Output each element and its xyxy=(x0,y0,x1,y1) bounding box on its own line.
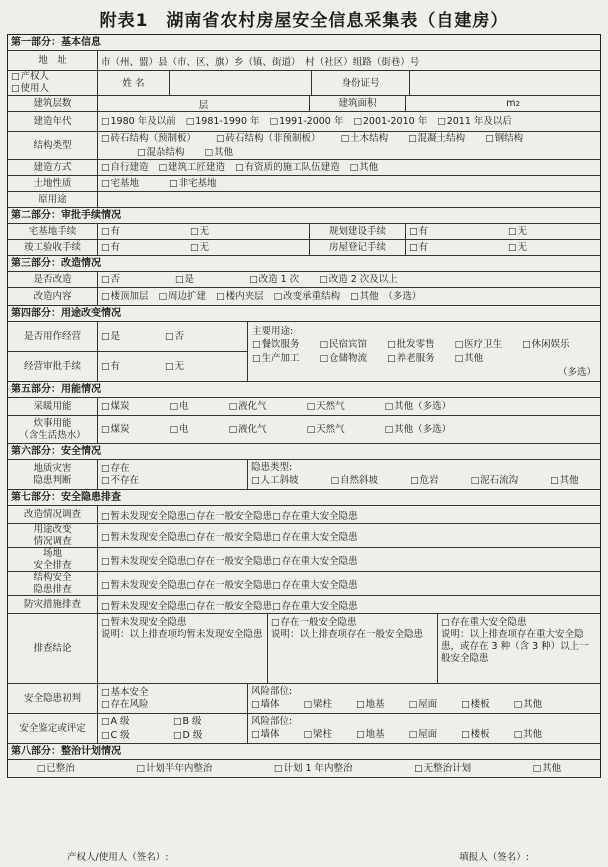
hazard-type-option[interactable]: □ 泥石流沟 xyxy=(471,474,519,488)
conclusion-none-option[interactable]: □ 暂未发现安全隐患 xyxy=(101,617,187,629)
main-use-option[interactable]: □ 其他 xyxy=(455,352,484,366)
geohazard-label-line2: 隐患判断 xyxy=(33,474,72,486)
address-field[interactable]: 市（州、盟）县（市、区、旗）乡（镇、街道） 村（社区）组路（街巷）号 xyxy=(101,56,420,68)
land-label: 土地性质 xyxy=(8,176,98,191)
original-use-label: 原用途 xyxy=(8,192,98,207)
hazard-type-block xyxy=(248,460,600,489)
name-field[interactable] xyxy=(170,71,312,95)
conclusion-major-option[interactable]: □ 存在重大安全隐患 xyxy=(441,617,527,629)
conclusion-major-desc: 说明：以上排查项存在重大安全隐患，或存在 3 种（含 3 种）以上一般安全隐患 xyxy=(441,629,589,664)
judge-risk-option[interactable]: □ 楼板 xyxy=(461,698,490,712)
original-use-field[interactable] xyxy=(98,192,600,207)
form-title: 附表1 湖南省农村房屋安全信息采集表（自建房） xyxy=(99,11,509,31)
inspection-option-major[interactable]: □ 存在重大安全隐患 xyxy=(272,529,358,543)
grade-option[interactable]: □ A 级 xyxy=(101,715,163,729)
renovated-option[interactable]: □ 改造 2 次及以上 xyxy=(319,273,398,287)
renovated-option[interactable]: □ 改造 1 次 xyxy=(249,273,299,287)
grade-option[interactable]: □ B 级 xyxy=(173,715,202,729)
inspection-option-major[interactable]: □ 存在重大安全隐患 xyxy=(272,577,358,591)
conclusion-label: 排查结论 xyxy=(8,614,98,683)
homestead-yes[interactable]: □ 有 xyxy=(101,225,120,239)
land-option[interactable]: □ 非宅基地 xyxy=(169,177,217,191)
rectification-option[interactable]: □ 计划半年内整治 xyxy=(136,762,212,776)
owner-row xyxy=(8,71,600,96)
floors-label: 建筑层数 xyxy=(8,96,98,111)
heating-label: 采暖用能 xyxy=(8,398,98,415)
id-field[interactable] xyxy=(410,71,600,95)
heating-option[interactable]: □ 液化气 xyxy=(229,400,267,414)
inspection-label-line1: 结构安全 xyxy=(33,572,72,583)
structure-option[interactable]: □ 混杂结构 xyxy=(137,146,185,160)
rectification-option[interactable]: □ 无整治计划 xyxy=(414,762,471,776)
cooking-label xyxy=(8,416,98,443)
build-method-option[interactable]: □ 建筑工匠建造 xyxy=(159,161,226,175)
inspection-label-line1: 场地 xyxy=(42,548,62,559)
inspection-label: 防灾措施排查 xyxy=(8,596,98,613)
inspection-option-none[interactable]: □ 暂未发现安全隐患 xyxy=(101,553,187,567)
planning-yes[interactable]: □ 有 xyxy=(409,225,428,239)
conclusion-general-option[interactable]: □ 存在一般安全隐患 xyxy=(271,617,357,629)
business-approval-row xyxy=(8,352,247,381)
approval-row-1 xyxy=(8,224,600,240)
judge-risk-title: 风险部位: xyxy=(251,685,293,697)
heating-option[interactable]: □ 煤炭 xyxy=(101,400,130,414)
section-1-header: 第一部分：基本信息 xyxy=(8,35,600,51)
business-approval-options xyxy=(98,352,247,381)
geohazard-exist[interactable]: □ 存在 xyxy=(101,463,130,475)
business-options xyxy=(98,322,247,351)
completion-no[interactable]: □ 无 xyxy=(190,241,209,255)
main-use-option[interactable]: □ 生产加工 xyxy=(252,352,300,366)
renovation-content-row xyxy=(8,288,600,306)
appraisal-risk-option[interactable]: □ 屋面 xyxy=(409,728,438,742)
inspection-row xyxy=(8,506,600,524)
main-use-block xyxy=(248,322,600,381)
approval-row-2 xyxy=(8,240,600,256)
build-method-options xyxy=(98,160,600,175)
section-7-header: 第七部分：安全隐患排查 xyxy=(8,490,600,506)
structure-option[interactable]: □ 混凝土结构 xyxy=(408,132,465,146)
heating-option[interactable]: □ 天然气 xyxy=(307,400,345,414)
land-option[interactable]: □ 宅基地 xyxy=(101,177,139,191)
inspection-option-general[interactable]: □ 存在一般安全隐患 xyxy=(187,553,273,567)
main-use-option[interactable]: □ 养老服务 xyxy=(387,352,435,366)
land-row xyxy=(8,176,600,192)
structure-row xyxy=(8,132,600,160)
build-method-option[interactable]: □ 有资质的施工队伍建造 xyxy=(235,161,340,175)
judge-risk-option[interactable]: □ 其他 xyxy=(514,698,543,712)
cooking-row xyxy=(8,416,600,444)
cooking-label-line1: 炊事用能 xyxy=(33,417,72,429)
cooking-option[interactable]: □ 煤炭 xyxy=(101,423,130,437)
completion-yes[interactable]: □ 有 xyxy=(101,241,120,255)
geohazard-options xyxy=(98,460,248,489)
renovated-option[interactable]: □ 是 xyxy=(175,273,194,287)
structure-option[interactable]: □ 土木结构 xyxy=(341,132,389,146)
area-unit: m xyxy=(506,98,516,109)
rectification-row xyxy=(8,760,600,778)
judge-option[interactable]: □ 存在风险 xyxy=(101,699,149,711)
inspection-options xyxy=(98,506,600,523)
floors-field[interactable] xyxy=(98,96,310,111)
inspection-label xyxy=(8,572,98,595)
year-option[interactable]: □ 1981-1990 年 xyxy=(186,115,260,129)
address-row xyxy=(8,51,600,71)
rectification-options xyxy=(8,760,600,777)
owner-signature-label[interactable]: 产权人/使用人（签名）: xyxy=(67,852,169,863)
inspection-options xyxy=(98,548,600,571)
conclusion-general-cell xyxy=(268,614,438,683)
hazard-type-option[interactable]: □ 自然斜坡 xyxy=(331,474,379,488)
hazard-type-title: 隐患类型: xyxy=(251,461,293,473)
structure-option[interactable]: □ 砖石结构（预制板） xyxy=(101,132,196,146)
initial-judge-row xyxy=(8,684,600,714)
appraisal-risk-option[interactable]: □ 地基 xyxy=(356,728,385,742)
inspection-label-line2: 隐患排查 xyxy=(33,583,72,595)
cooking-option[interactable]: □ 电 xyxy=(170,423,189,437)
inspection-option-major[interactable]: □ 存在重大安全隐患 xyxy=(272,598,358,612)
inspection-option-major[interactable]: □ 存在重大安全隐患 xyxy=(272,553,358,567)
hazard-type-option[interactable]: □ 危岩 xyxy=(410,474,439,488)
registration-options xyxy=(406,240,600,255)
appraisal-risk-title: 风险部位: xyxy=(251,715,293,727)
appraisal-row xyxy=(8,714,600,744)
year-option[interactable]: □ 1991-2000 年 xyxy=(270,115,344,129)
main-use-title: 主要用途: xyxy=(252,325,294,337)
conclusion-major-cell xyxy=(438,614,600,683)
owner-checkbox[interactable]: □ 产权人 xyxy=(11,71,49,83)
renovation-option[interactable]: □ 楼内夹层 xyxy=(216,290,264,304)
id-label: 身份证号 xyxy=(312,71,410,95)
build-method-option[interactable]: □ 其他 xyxy=(350,161,379,175)
planning-options xyxy=(406,224,600,239)
business-label: 是否用作经营 xyxy=(8,322,98,351)
heating-row xyxy=(8,398,600,416)
year-row xyxy=(8,112,600,132)
inspection-options xyxy=(98,524,600,547)
inspection-option-general[interactable]: □ 存在一般安全隐患 xyxy=(187,577,273,591)
year-option[interactable]: □ 2001-2010 年 xyxy=(353,115,427,129)
area-label: 建筑面积 xyxy=(310,96,406,111)
judge-option[interactable]: □ 基本安全 xyxy=(101,687,149,699)
land-options xyxy=(98,176,600,191)
inspection-row xyxy=(8,572,600,596)
business-no[interactable]: □ 否 xyxy=(165,330,184,344)
filler-signature-label[interactable]: 填报人（签名）: xyxy=(459,852,529,863)
inspection-options xyxy=(98,572,600,595)
initial-judge-label: 安全隐患初判 xyxy=(8,684,98,713)
name-label: 姓 名 xyxy=(98,71,170,95)
inspection-option-none[interactable]: □ 暂未发现安全隐患 xyxy=(101,508,187,522)
structure-option[interactable]: □ 砖石结构（非预制板） xyxy=(216,132,321,146)
heating-option[interactable]: □ 电 xyxy=(170,400,189,414)
renovation-option[interactable]: □ 楼顶加层 xyxy=(101,290,149,304)
inspection-row xyxy=(8,524,600,548)
geohazard-label-line1: 地质灾害 xyxy=(33,462,72,474)
inspection-option-major[interactable]: □ 存在重大安全隐患 xyxy=(272,508,358,522)
inspection-option-general[interactable]: □ 存在一般安全隐患 xyxy=(187,598,273,612)
main-use-option[interactable]: □ 批发零售 xyxy=(387,338,435,352)
main-use-option[interactable]: □ 仓储物流 xyxy=(320,352,368,366)
renovation-option[interactable]: □ 周边扩建 xyxy=(159,290,207,304)
business-approval-no[interactable]: □ 无 xyxy=(165,360,184,374)
appraisal-risk-block xyxy=(248,714,600,743)
planning-label: 规划建设手续 xyxy=(310,224,406,239)
business-yes[interactable]: □ 是 xyxy=(101,330,120,344)
section-5-header: 第五部分：用能情况 xyxy=(8,382,600,398)
cooking-option[interactable]: □ 天然气 xyxy=(307,423,345,437)
appraisal-risk-option[interactable]: □ 楼板 xyxy=(461,728,490,742)
appraisal-grades xyxy=(98,714,248,743)
renovation-content-options xyxy=(98,288,600,305)
appraisal-risk-option[interactable]: □ 墙体 xyxy=(251,728,280,742)
inspection-label-line2: 情况调查 xyxy=(33,535,72,547)
renovated-option[interactable]: □ 否 xyxy=(101,273,120,287)
cooking-option[interactable]: □ 其他（多选） xyxy=(385,423,452,437)
year-label: 建造年代 xyxy=(8,112,98,131)
user-checkbox[interactable]: □ 使用人 xyxy=(11,83,49,95)
grade-option[interactable]: □ C 级 xyxy=(101,729,163,743)
inspection-row xyxy=(8,596,600,614)
hazard-type-option[interactable]: □ 其他 xyxy=(550,474,579,488)
main-use-option[interactable]: □ 休闲娱乐 xyxy=(522,338,570,352)
business-questions xyxy=(8,322,248,381)
renovation-option[interactable]: □ 改变承重结构 xyxy=(274,290,341,304)
survey-form xyxy=(7,34,601,778)
inspection-label xyxy=(8,548,98,571)
judge-risk-option[interactable]: □ 屋面 xyxy=(409,698,438,712)
main-use-multi-note: （多选） xyxy=(557,366,596,378)
judge-risk-option[interactable]: □ 地基 xyxy=(356,698,385,712)
area-field[interactable] xyxy=(406,96,600,111)
build-method-option[interactable]: □ 自行建造 xyxy=(101,161,149,175)
rectification-option[interactable]: □ 计划 1 年内整治 xyxy=(274,762,353,776)
inspection-option-general[interactable]: □ 存在一般安全隐患 xyxy=(187,508,273,522)
section-4-header: 第四部分：用途改变情况 xyxy=(8,306,600,322)
heating-option[interactable]: □ 其他（多选） xyxy=(385,400,452,414)
planning-no[interactable]: □ 无 xyxy=(508,225,527,239)
main-use-option[interactable]: □ 医疗卫生 xyxy=(455,338,503,352)
floors-unit: 层 xyxy=(198,99,209,111)
rectification-option[interactable]: □ 其他 xyxy=(533,762,562,776)
address-label: 地 址 xyxy=(8,51,98,70)
homestead-no[interactable]: □ 无 xyxy=(190,225,209,239)
structure-option[interactable]: □ 其他 xyxy=(205,146,234,160)
appraisal-risk-option[interactable]: □ 梁柱 xyxy=(304,728,333,742)
inspection-option-none[interactable]: □ 暂未发现安全隐患 xyxy=(101,577,187,591)
inspection-row xyxy=(8,548,600,572)
geohazard-label xyxy=(8,460,98,489)
rectification-option[interactable]: □ 已整治 xyxy=(37,762,75,776)
appraisal-risk-option[interactable]: □ 其他 xyxy=(514,728,543,742)
judge-risk-option[interactable]: □ 梁柱 xyxy=(304,698,333,712)
renovation-content-label: 改造内容 xyxy=(8,288,98,305)
homestead-options xyxy=(98,224,310,239)
renovation-option[interactable]: □ 其他 （多选） xyxy=(350,290,421,304)
registration-yes[interactable]: □ 有 xyxy=(409,241,428,255)
section-2-header: 第二部分：审批手续情况 xyxy=(8,208,600,224)
completion-options xyxy=(98,240,310,255)
inspection-label-line1: 用途改变 xyxy=(33,524,72,535)
grade-option[interactable]: □ D 级 xyxy=(173,729,202,743)
usage-change-block xyxy=(8,322,600,382)
business-approval-label: 经营审批手续 xyxy=(8,352,98,381)
inspection-label xyxy=(8,524,98,547)
inspection-option-none[interactable]: □ 暂未发现安全隐患 xyxy=(101,598,187,612)
year-options xyxy=(98,112,600,131)
judge-risk-block xyxy=(248,684,600,713)
renovated-label: 是否改造 xyxy=(8,272,98,287)
original-use-row xyxy=(8,192,600,208)
registration-label: 房屋登记手续 xyxy=(310,240,406,255)
inspection-option-none[interactable]: □ 暂未发现安全隐患 xyxy=(101,529,187,543)
signature-footer xyxy=(7,849,599,865)
section-6-header: 第六部分：安全情况 xyxy=(8,444,600,460)
renovated-row xyxy=(8,272,600,288)
build-method-row xyxy=(8,160,600,176)
floors-row xyxy=(8,96,600,112)
inspection-option-general[interactable]: □ 存在一般安全隐患 xyxy=(187,529,273,543)
build-method-label: 建造方式 xyxy=(8,160,98,175)
conclusion-row xyxy=(8,614,600,684)
initial-judge-options xyxy=(98,684,248,713)
judge-risk-option[interactable]: □ 墙体 xyxy=(251,698,280,712)
structure-option[interactable]: □ 钢结构 xyxy=(485,132,523,146)
conclusion-none-desc: 说明：以上排查项均暂未发现安全隐患 xyxy=(101,629,263,640)
inspection-label: 改造情况调查 xyxy=(8,506,98,523)
geohazard-row xyxy=(8,460,600,490)
main-use-option[interactable]: □ 餐饮服务 xyxy=(252,338,300,352)
geohazard-not-exist[interactable]: □ 不存在 xyxy=(101,475,139,487)
cooking-label-line2: （含生活热水） xyxy=(19,429,86,441)
year-option[interactable]: □ 2011 年及以后 xyxy=(437,115,512,129)
hazard-type-option[interactable]: □ 人工斜坡 xyxy=(251,474,299,488)
owner-type-options xyxy=(8,71,98,95)
conclusion-none-cell xyxy=(98,614,268,683)
inspection-options xyxy=(98,596,600,613)
homestead-label: 宅基地手续 xyxy=(8,224,98,239)
area-unit-superscript: 2 xyxy=(515,99,520,108)
section-3-header: 第三部分：改造情况 xyxy=(8,256,600,272)
main-use-option[interactable]: □ 民宿宾馆 xyxy=(320,338,368,352)
heating-options xyxy=(98,398,600,415)
business-row xyxy=(8,322,247,352)
completion-label: 竣工验收手续 xyxy=(8,240,98,255)
section-8-header: 第八部分：整治计划情况 xyxy=(8,744,600,760)
cooking-option[interactable]: □ 液化气 xyxy=(229,423,267,437)
renovated-options xyxy=(98,272,600,287)
conclusion-general-desc: 说明：以上排查项存在一般安全隐患 xyxy=(271,629,424,640)
appraisal-label: 安全鉴定或评定 xyxy=(8,714,98,743)
cooking-options xyxy=(98,416,600,443)
structure-label: 结构类型 xyxy=(8,132,98,159)
registration-no[interactable]: □ 无 xyxy=(508,241,527,255)
year-option[interactable]: □ 1980 年及以前 xyxy=(101,115,176,129)
inspection-label-line2: 安全排查 xyxy=(33,559,72,571)
structure-options xyxy=(98,132,600,159)
business-approval-yes[interactable]: □ 有 xyxy=(101,360,120,374)
